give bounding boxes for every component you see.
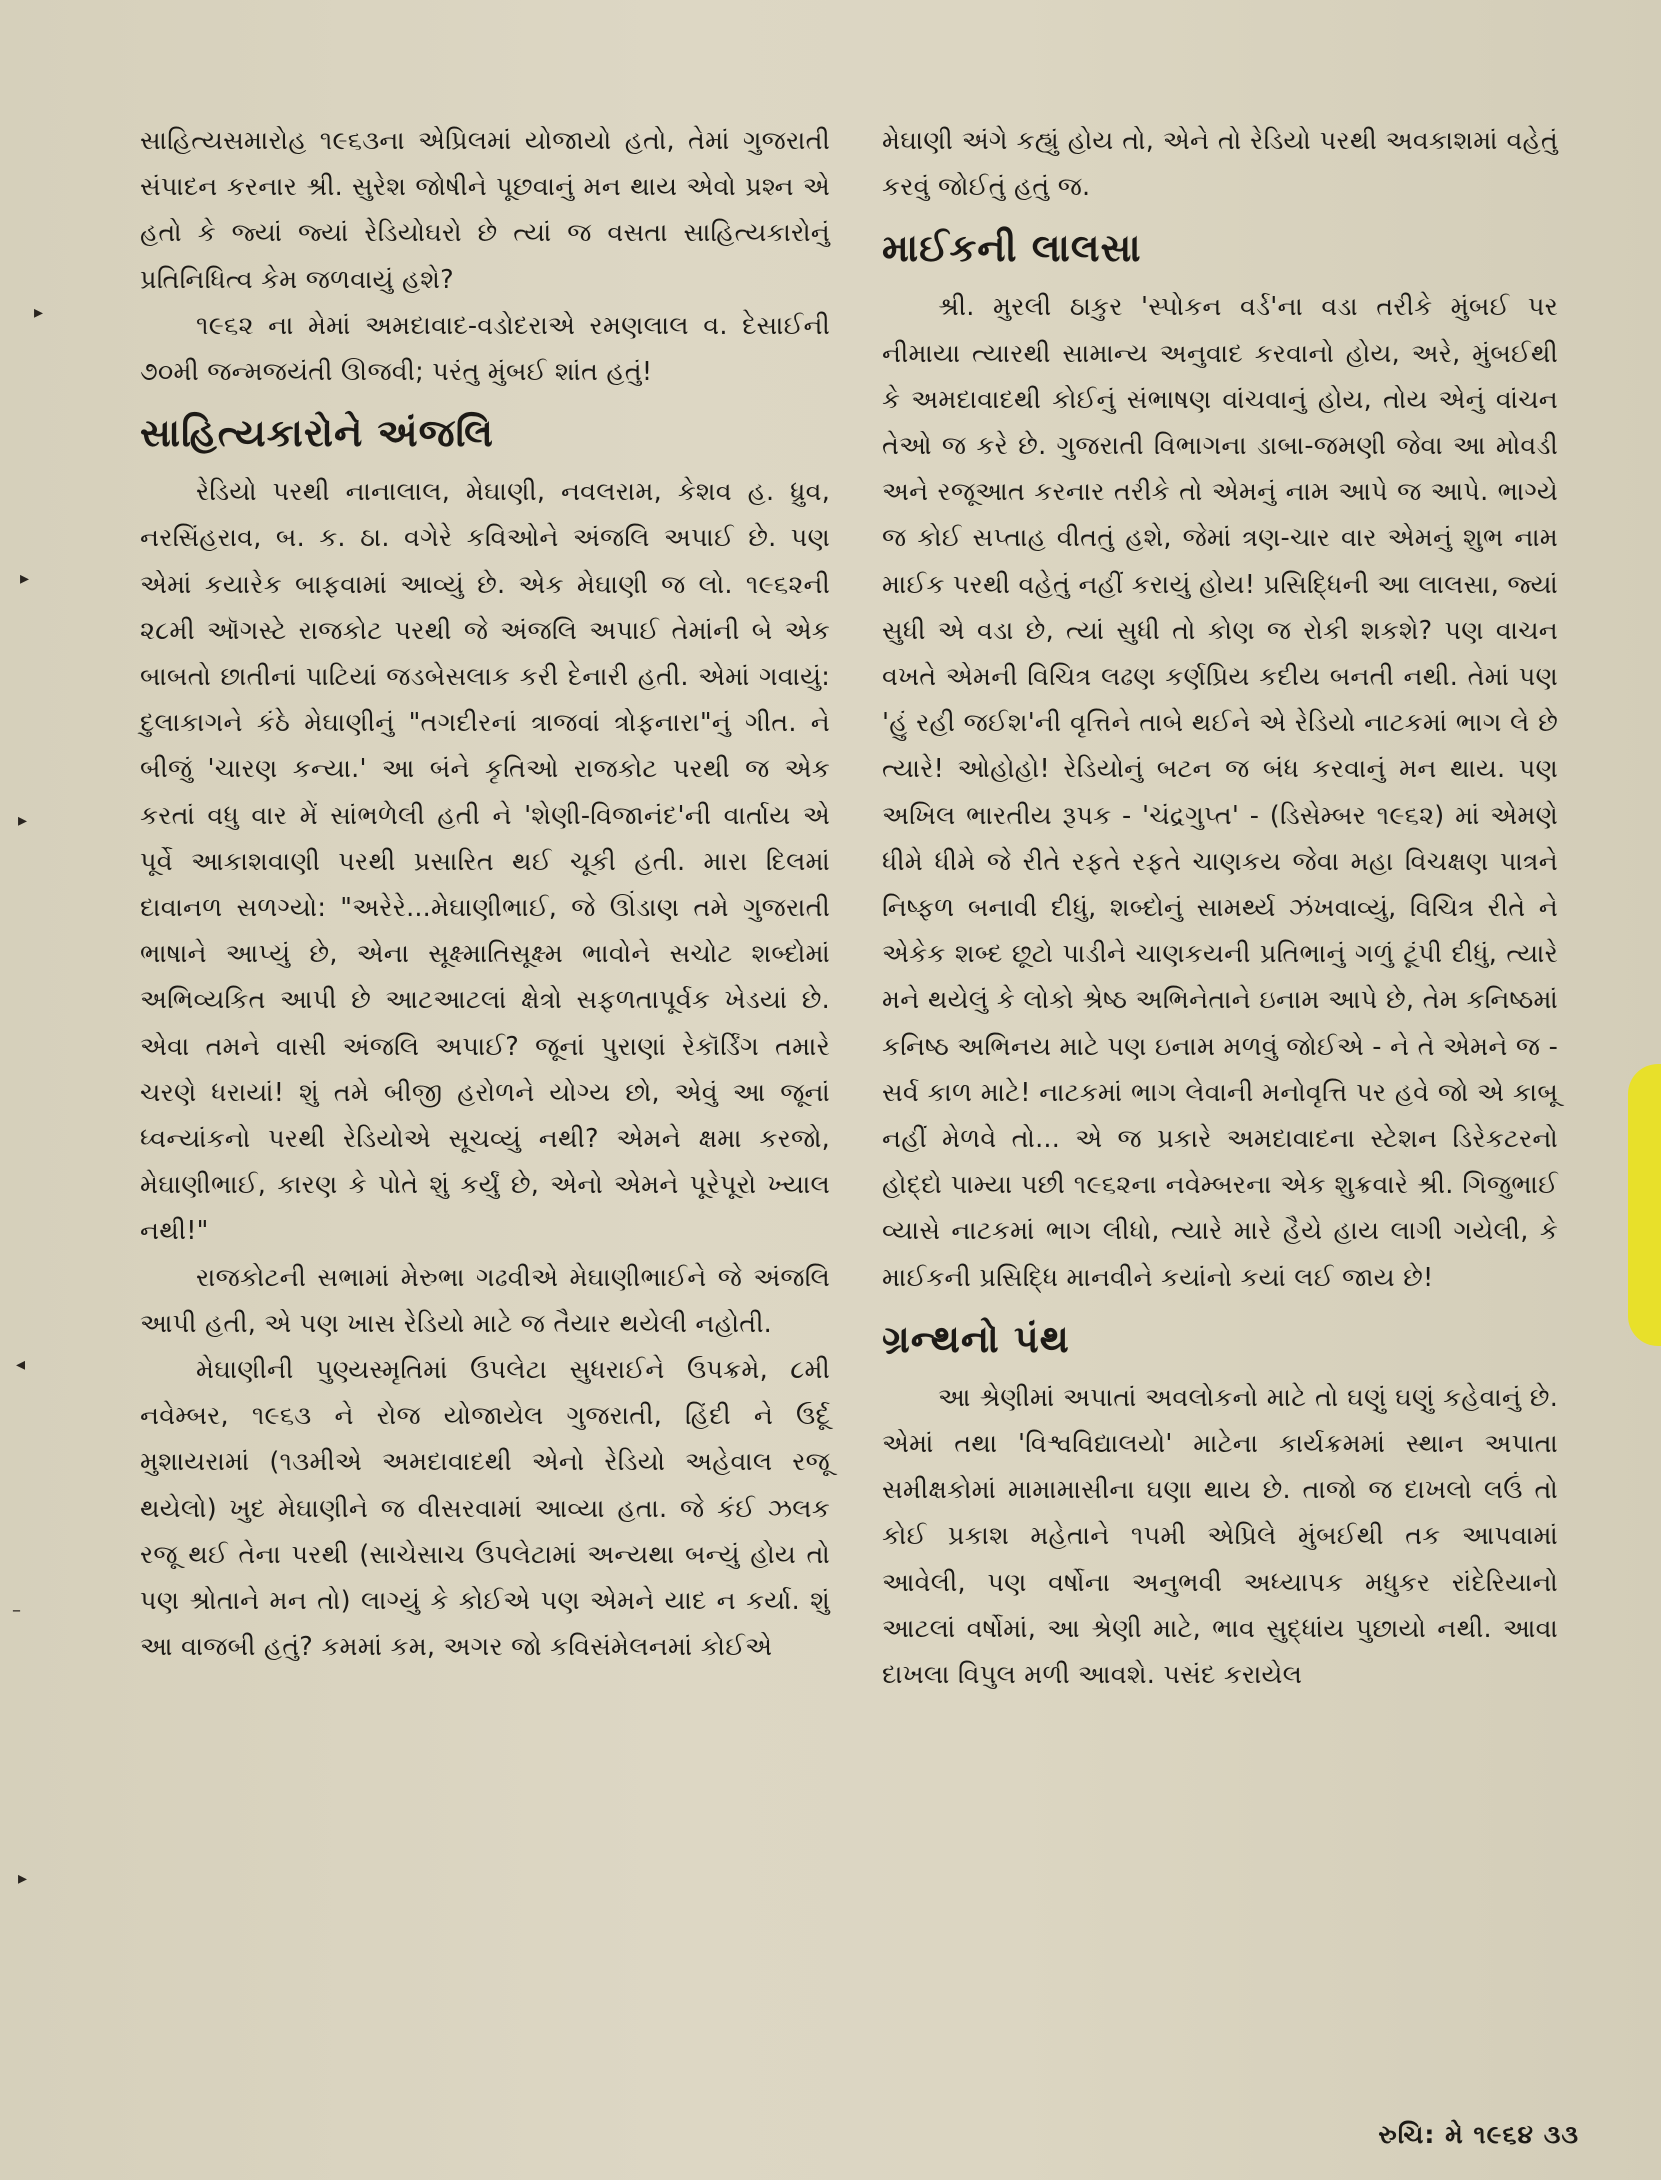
paragraph: સાહિત્યસમારોહ ૧૯૬૩ના એપ્રિલમાં યોજાયો હતો, તેમાં ગુજરાતી સંપાદન કરનાર શ્રી. સુરેશ જોષીને પૂછવાનું મન થાય એવો પ્રશ્ન એ હતો કે જ્યાં જ્યાં રેડિયોઘરો છે ત્યાં જ વસતા સાહિત્યકારોનું પ્રતિનિધિત્વ કેમ જળવાયું હશે? bbox=[140, 126, 830, 295]
paragraph: રાજકોટની સભામાં મેરુભા ગઢવીએ મેઘાણીભાઈને જે અંજલિ આપી હતી, એ પણ ખાસ રેડિયો માટે જ તૈયાર થયેલી નહોતી. bbox=[140, 1262, 830, 1339]
margin-mark-icon: ▸ bbox=[18, 810, 28, 831]
paragraph: ૧૯૬૨ ના મેમાં અમદાવાદ-વડોદરાએ રમણલાલ વ. દેસાઈની ૭૦મી જન્મજયંતી ઊજવી; પરંતુ મુંબઈ શાંત હતું! bbox=[140, 310, 830, 388]
margin-mark-icon: ▸ bbox=[20, 568, 30, 589]
paragraph: શ્રી. મુરલી ઠાકુર 'સ્પોકન વર્ડ'ના વડા તરીકે મુંબઈ પર નીમાયા ત્યારથી સામાન્ય અનુવાદ કરવાનો હોય, અરે, મુંબઈથી કે અમદાવાદથી કોઈનું સંભાષણ વાંચવાનું હોય, તોય એનું વાંચન તેઓ જ કરે છે. ગુજરાતી વિભાગના ડાબા-જમણી જેવા આ મોવડી અને રજૂઆત કરનાર તરીકે તો એમનું નામ આપે જ આપે. ભાગ્યે જ કોઈ સપ્તાહ વીતતું હશે, જેમાં ત્રણ-ચાર વાર એમનું શુભ નામ માઈક પરથી વહેતું નહીં કરાયું હોય! પ્રસિદ્ધિની આ લાલસા, જ્યાં સુધી એ વડા છે, ત્યાં સુધી તો કોણ જ રોકી શકશે? પણ વાચન વખતે એમની વિચિત્ર લઢણ કર્ણપ્રિય કદીય બનતી નથી. તેમાં પણ 'હું રહી જઈશ'ની વૃત્તિને તાબે થઈને એ રેડિયો નાટકમાં ભાગ લે છે ત્યારે! ઓહોહો! રેડિયોનું બટન જ બંધ કરવાનું મન થાય. પણ અખિલ ભારતીય રૂપક - 'ચંદ્રગુપ્ત' - (ડિસેમ્બર ૧૯૬૨) માં એમણે ધીમે ધીમે જે રીતે રફતે રફતે ચાણકય જેવા મહા વિચક્ષણ પાત્રને નિષ્ફળ બનાવી દીધું, શબ્દોનું સામર્થ્ય ઝંખવાવ્યું, વિચિત્ર રીતે ને એકેક શબ્દ છૂટો પાડીને ચાણકયની પ્રતિભાનું ગળું ટૂંપી દીધું, ત્યારે મને થયેલું કે લોકો શ્રેષ્ઠ અભિનેતાને ઇનામ આપે છે, તેમ કનિષ્ઠમાં કનિષ્ઠ અભિનય માટે પણ ઇનામ મળવું જોઈએ - ને તે એમને જ - સર્વ કાળ માટે! નાટકમાં ભાગ લેવાની મનોવૃત્તિ પર હવે જો એ કાબૂ નહીં મેળવે તો... એ જ પ્રકારે અમદાવાદના સ્ટેશન ડિરેકટરનો હોદ્દો પામ્યા પછી ૧૯૬૨ના નવેમ્બરના એક શુક્રવારે શ્રી. ગિજુભાઈ વ્યાસે નાટકમાં ભાગ લીધો, ત્યારે મારે હૈયે હાય લાગી ગયેલી, કે માઈકની પ્રસિદ્ધિ માનવીને કયાંનો કયાં લઈ જાય છે! bbox=[882, 292, 1558, 1293]
section-heading: સાહિત્યકારોને અંજલિ bbox=[140, 410, 494, 456]
margin-mark-icon: ▸ bbox=[18, 1868, 28, 1889]
margin-mark-icon: ▸ bbox=[34, 302, 44, 323]
left-column bbox=[140, 118, 830, 1671]
paragraph: આ શ્રેણીમાં અપાતાં અવલોકનો માટે તો ઘણું ઘણું કહેવાનું છે. એમાં તથા 'વિશ્વવિદ્યાલયો' માટેના કાર્યક્રમમાં સ્થાન અપાતા સમીક્ષકોમાં મામામાસીના ઘણા થાય છે. તાજો જ દાખલો લઉં તો કોઈ પ્રકાશ મહેતાને ૧૫મી એપ્રિલે મુંબઈથી તક આપવામાં આવેલી, પણ વર્ષોના અનુભવી અધ્યાપક મધુકર રાંદેરિયાનો આટલાં વર્ષોમાં, આ શ્રેણી માટે, ભાવ સુદ્ધાંય પુછાયો નથી. આવા દાખલા વિપુલ મળી આવશે. પસંદ કરાયેલ bbox=[882, 1382, 1558, 1691]
right-column bbox=[882, 118, 1558, 1698]
paragraph: મેઘાણીની પુણ્યસ્મૃતિમાં ઉપલેટા સુધરાઈને ઉપક્રમે, ૮મી નવેમ્બર, ૧૯૬૩ ને રોજ યોજાયેલ ગુજરાતી, હિંદી ને ઉર્દૂ મુશાયરામાં (૧૩મીએ અમદાવાદથી એનો રેડિયો અહેવાલ રજૂ થયેલો) ખુદ મેઘાણીને જ વીસરવામાં આવ્યા હતા. જે કંઈ ઝલક રજૂ થઈ તેના પરથી (સાચેસાચ ઉપલેટામાં અન્યથા બન્યું હોય તો પણ શ્રોતાને મન તો) લાગ્યું કે કોઈએ પણ એમને યાદ ન કર્યા. શું આ વાજબી હતું? કમમાં કમ, અગર જો કવિસંમેલનમાં કોઈએ bbox=[140, 1355, 830, 1663]
page-footer: રુચિ: મે ૧૯૬૪ ૩૩ bbox=[1378, 2120, 1579, 2149]
paragraph: મેઘાણી અંગે કહ્યું હોય તો, એને તો રેડિયો પરથી અવકાશમાં વહેતું કરવું જોઈતું હતું જ. bbox=[882, 126, 1558, 203]
margin-mark-icon: ◂ bbox=[16, 1354, 26, 1375]
section-heading: ગ્રન્થનો પંથ bbox=[882, 1315, 1070, 1361]
section-heading: માઈકની લાલસા bbox=[882, 225, 1142, 271]
yellow-tab-sticker bbox=[1628, 1064, 1661, 1346]
paragraph: રેડિયો પરથી નાનાલાલ, મેઘાણી, નવલરામ, કેશવ હ. ધ્રુવ, નરસિંહરાવ, બ. ક. ઠા. વગેરે કવિઓને અંજલિ અપાઈ છે. પણ એમાં કયારેક બાફવામાં આવ્યું છે. એક મેઘાણી જ લો. ૧૯૬૨ની ૨૮મી ઑગસ્ટે રાજકોટ પરથી જે અંજલિ અપાઈ તેમાંની બે એક બાબતો છાતીનાં પાટિયાં જડબેસલાક કરી દેનારી હતી. એમાં ગવાયું: દુલાકાગને કંઠે મેઘાણીનું "તગદીરનાં ત્રાજવાં ત્રોફનારા"નું ગીત. ને બીજું 'ચારણ કન્યા.' આ બંને કૃતિઓ રાજકોટ પરથી જ એક કરતાં વધુ વાર મેં સાંભળેલી હતી ને 'શેણી-વિજાનંદ'ની વાર્તાય એ પૂર્વે આકાશવાણી પરથી પ્રસારિત થઈ ચૂકી હતી. મારા દિલમાં દાવાનળ સળગ્યો: "અરેરે...મેઘાણીભાઈ, જે ઊંડાણ તમે ગુજરાતી ભાષાને આપ્યું છે, એના સૂક્ષ્માતિસૂક્ષ્મ ભાવોને સચોટ શબ્દોમાં અભિવ્યકિત આપી છે આટઆટલાં ક્ષેત્રો સફળતાપૂર્વક ખેડયાં છે. એવા તમને વાસી અંજલિ અપાઈ? જૂનાં પુરાણાં રેકૉર્ડિંગ તમારે ચરણે ધરાયાં! શું તમે બીજી હરોળને યોગ્ય છો, એવું આ જૂનાં ધ્વન્યાંકનો પરથી રેડિયોએ સૂચવ્યું નથી? એમને ક્ષમા કરજો, મેઘાણીભાઈ, કારણ કે પોતે શું કર્યું છે, એનો એમને પૂરેપૂરો ખ્યાલ નથી!" bbox=[140, 477, 830, 1247]
margin-mark-icon: – bbox=[12, 1600, 21, 1621]
